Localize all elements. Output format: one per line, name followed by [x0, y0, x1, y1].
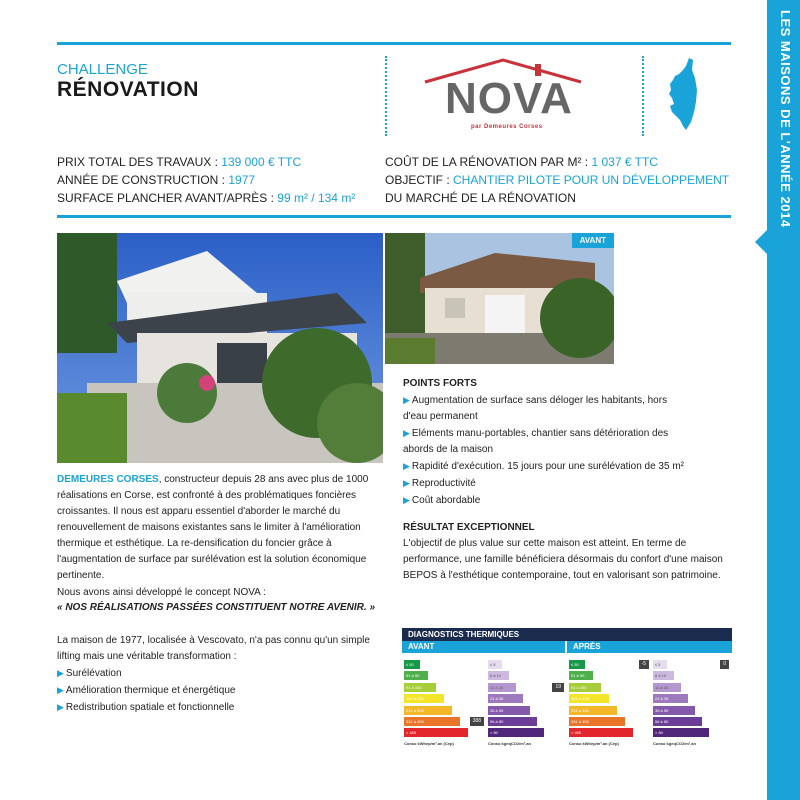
thermal-diagnostics — [402, 628, 732, 748]
scale-bar: 6 à 10 — [653, 671, 674, 680]
photo-after — [57, 233, 383, 463]
before-ghg-scale — [488, 660, 564, 740]
caption-after-ghg: Conso kgeqCO2/m².an — [653, 741, 696, 746]
scale-bar: 21 à 35 — [653, 694, 688, 703]
sidebar-title: LES MAISONS DE L'ANNÉE 2014 — [778, 10, 793, 228]
scale-bar: ≤ 5 — [653, 660, 667, 669]
sidebar-pointer — [755, 230, 767, 254]
scale-bar: 11 à 20 — [488, 683, 516, 692]
scale-bar: 331 à 450 — [569, 717, 625, 726]
sidebar-band — [767, 0, 800, 800]
after-energy-scale — [569, 660, 649, 740]
list-item: ▶ Coût abordable — [403, 495, 481, 506]
top-rule — [57, 42, 731, 45]
list-item: ▶ Redistribution spatiale et fonctionnelle — [57, 702, 235, 713]
scale-marker: -5 — [639, 660, 649, 669]
list-item: ▶ Rapidité d'exécution. 15 jours pour une surélévation de 35 m² — [403, 461, 684, 472]
diagnostics-title: DIAGNOSTICS THERMIQUES — [402, 628, 732, 641]
list-item: ▶ Augmentation de surface sans déloger les habitants, hors d'eau permanent — [403, 395, 668, 422]
scale-marker: 19 — [552, 683, 564, 692]
scale-marker: 0 — [720, 660, 729, 669]
scale-bar: 91 à 150 — [404, 683, 436, 692]
list-item: ▶ Reproductivité — [403, 478, 476, 489]
transform-list — [57, 665, 387, 716]
scale-bar: 11 à 20 — [653, 683, 681, 692]
stat-surface: SURFACE PLANCHER AVANT/APRÈS : 99 m² / 134 m² — [57, 191, 356, 205]
stats-left — [57, 153, 355, 207]
scale-bar: > 450 — [404, 728, 468, 737]
scale-bar: 51 à 90 — [569, 671, 593, 680]
scale-bar: ≤ 50 — [404, 660, 420, 669]
diag-after-label: APRÈS — [567, 641, 732, 653]
scale-bar: 36 à 55 — [653, 706, 695, 715]
scale-marker: 388 — [470, 717, 484, 726]
logo-wordmark: NOVA — [445, 74, 573, 123]
stat-year: ANNÉE DE CONSTRUCTION : 1977 — [57, 173, 256, 187]
scale-bar: 36 à 55 — [488, 706, 530, 715]
scale-bar: ≤ 5 — [488, 660, 502, 669]
concept-line: Nous avons ainsi développé le concept NOVA : — [57, 587, 266, 598]
page-title: RÉNOVATION — [57, 78, 199, 101]
caption-before-energy: Conso kWhep/m².an (Cep) — [404, 741, 454, 746]
after-ghg-scale — [653, 660, 729, 740]
scale-bar: 21 à 35 — [488, 694, 523, 703]
scale-bar: 91 à 150 — [569, 683, 601, 692]
list-item: ▶ Amélioration thermique et énergétique — [57, 685, 236, 696]
header-kicker: CHALLENGE — [57, 61, 148, 78]
scale-bar: 56 à 80 — [488, 717, 537, 726]
nova-logo — [423, 56, 583, 136]
scale-bar: > 80 — [653, 728, 709, 737]
stat-cost: COÛT DE LA RÉNOVATION PAR M² : 1 037 € TTC — [385, 155, 658, 169]
mid-rule — [57, 215, 731, 218]
scale-bar: 56 à 80 — [653, 717, 702, 726]
slogan: « NOS RÉALISATIONS PASSÉES CONSTITUENT NOTRE AVENIR. » — [57, 602, 376, 613]
strengths-title: POINTS FORTS — [403, 378, 477, 389]
stat-objective: OBJECTIF : CHANTIER PILOTE POUR UN DÉVELOPPEMENT — [385, 173, 730, 187]
divider-1 — [385, 56, 387, 136]
divider-2 — [642, 56, 644, 136]
scale-bar: > 80 — [488, 728, 544, 737]
list-item: ▶ Surélévation — [57, 668, 122, 679]
stat-price: PRIX TOTAL DES TRAVAUX : 139 000 € TTC — [57, 155, 302, 169]
scale-bar: > 450 — [569, 728, 633, 737]
scale-bar: ≤ 50 — [569, 660, 585, 669]
logo-subtitle: par Demeures Corses — [471, 124, 543, 130]
before-energy-scale — [404, 660, 484, 740]
result-title: RÉSULTAT EXCEPTIONNEL — [403, 522, 535, 533]
house-paragraph: La maison de 1977, localisée à Vescovato, n'a pas connu qu'un simple lifting mais une véritable transformation : — [57, 635, 370, 662]
stat-objective-2: DU MARCHÉ DE LA RÉNOVATION — [385, 191, 576, 205]
corsica-map-icon — [667, 56, 701, 137]
result-paragraph: L'objectif de plus value sur cette maison est atteint. En terme de performance, une famille bénéficiera désormais du confort d'une maison BEPOS à l'esthétique contemporaine, tout en valorisant son patrimoine. — [403, 538, 723, 581]
diag-before-label: AVANT — [402, 641, 565, 653]
caption-before-ghg: Conso kgeqCO2/m².an — [488, 741, 531, 746]
stats-right — [385, 153, 729, 207]
intro-paragraph: DEMEURES CORSES, constructeur depuis 28 ans avec plus de 1000 réalisations en Corse, est confronté à des problématiques foncières croissantes. Il nous est apparu essentiel d'aborder le marché du renouvellement de maisons existantes sans le limiter à l'amélioration thermique et esthétique. La re-densification du foncier grâce à l'augmentation de surface par surélévation est la solution économique pertinente. — [57, 474, 369, 581]
list-item: ▶ Eléments manu-portables, chantier sans détérioration des abords de la maison — [403, 428, 669, 455]
strengths-list — [403, 392, 703, 509]
scale-bar: 51 à 90 — [404, 671, 428, 680]
caption-after-energy: Conso kWhep/m².an (Cep) — [569, 741, 619, 746]
scale-bar: 231 à 330 — [404, 706, 452, 715]
before-badge: AVANT — [572, 233, 614, 248]
scale-bar: 6 à 10 — [488, 671, 509, 680]
photo-before — [385, 233, 614, 364]
scale-bar: 151 à 230 — [404, 694, 444, 703]
scale-bar: 231 à 330 — [569, 706, 617, 715]
scale-bar: 151 à 230 — [569, 694, 609, 703]
scale-bar: 331 à 450 — [404, 717, 460, 726]
